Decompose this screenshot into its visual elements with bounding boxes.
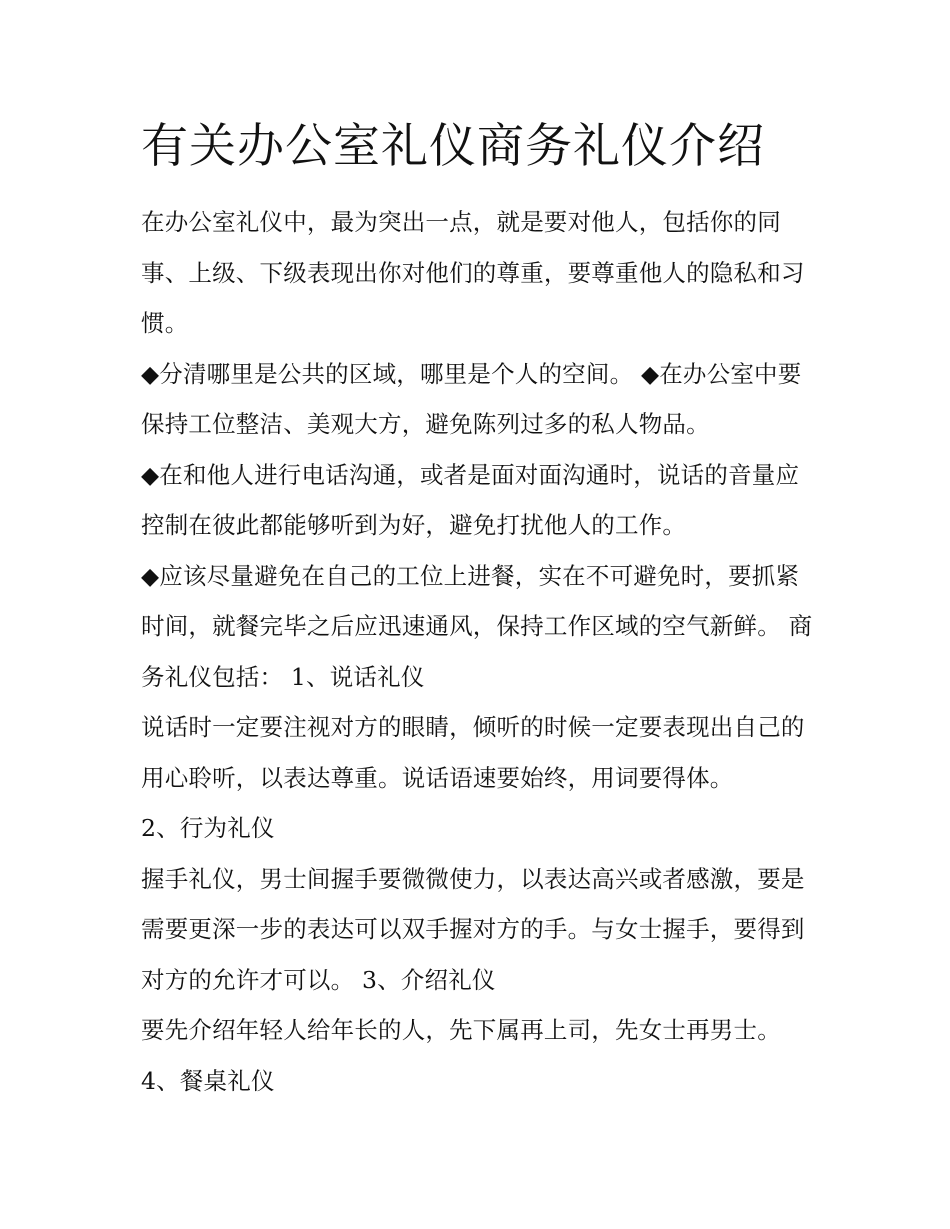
document-body bbox=[141, 112, 821, 1106]
paragraph-phone-volume: ◆在和他人进行电话沟通，或者是面对面沟通时，说话的音量应控制在彼此都能够听到为好，避免打扰他人的工作。 bbox=[141, 460, 800, 539]
document-title: 有关办公室礼仪商务礼仪介绍 bbox=[141, 119, 765, 174]
paragraph-introduction-etiquette: 要先介绍年轻人给年长的人，先下属再上司，先女士再男士。 bbox=[141, 1016, 781, 1044]
paragraph-public-space: ◆分清哪里是公共的区域，哪里是个人的空间。 ◆在办公室中要保持工位整洁、美观大方，避免陈列过多的私人物品。 bbox=[141, 359, 802, 438]
paragraph-intro: 在办公室礼仪中，最为突出一点，就是要对他人，包括你的同事、上级、下级表现出你对他们的尊重，要尊重他人的隐私和习惯。 bbox=[141, 208, 805, 337]
paragraph-speaking-etiquette: 说话时一定要注视对方的眼睛，倾听的时候一定要表现出自己的用心聆听，以表达尊重。说话语速要始终，用词要得体。 bbox=[141, 713, 805, 792]
heading-behavior-etiquette: 2、行为礼仪 bbox=[141, 814, 275, 842]
heading-dining-etiquette: 4、餐桌礼仪 bbox=[141, 1066, 275, 1095]
paragraph-eating-at-desk: ◆应该尽量避免在自己的工位上进餐，实在不可避免时，要抓紧时间，就餐完毕之后应迅速通风，保持工作区域的空气新鲜。 商务礼仪包括： 1、说话礼仪 bbox=[141, 561, 813, 691]
paragraph-handshake-etiquette: 握手礼仪，男士间握手要微微使力，以表达高兴或者感激，要是需要更深一步的表达可以双手握对方的手。与女士握手，要得到对方的允许才可以。 3、介绍礼仪 bbox=[141, 864, 805, 994]
